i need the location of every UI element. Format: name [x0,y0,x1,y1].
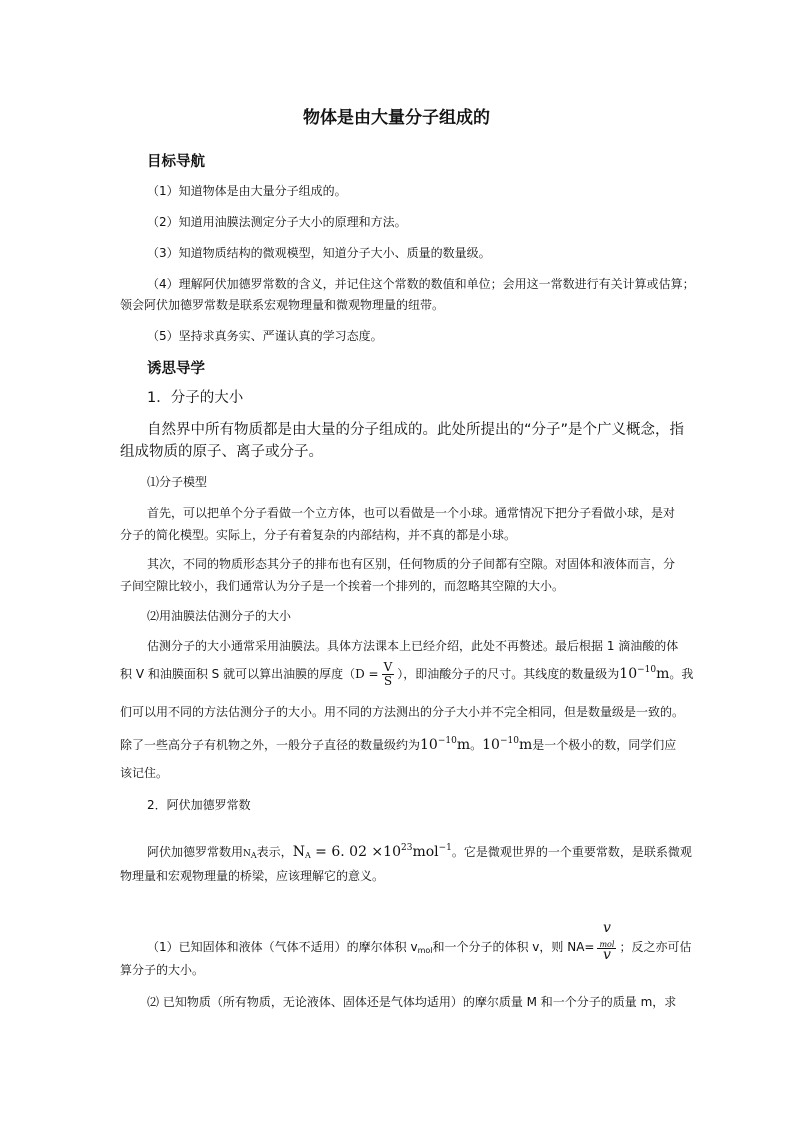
paragraph-intro-2: 组成物质的原子、离子或分子。 [120,444,323,460]
symbol-n: N [292,844,305,860]
item1-line2: 算分子的大小。 [120,963,205,977]
fraction-denominator: S [383,674,393,688]
oil-line2-text-b: ），即油酸分子的尺寸。其线度的数量级为 [397,667,620,681]
page-title: 物体是由大量分子组成的 [303,108,490,128]
unit-meter: m [656,666,670,682]
item1-text-a: （1）已知固体和液体（气体不适用）的摩尔体积 v [147,940,418,954]
power-exponent: −10 [637,665,657,675]
avogadro-line2: 物理量和宏观物理量的桥梁，应该理解它的意义。 [120,869,385,883]
unit-meter: m [456,737,471,753]
section-heading-goals: 目标导航 [147,154,205,170]
avogadro-line1-text-b: 表示， [256,845,293,859]
power-exponent: −10 [499,736,519,746]
avogadro-value: = 6. 02 ×10 [315,844,401,860]
avogadro-symbol-inline [243,849,257,859]
order-of-magnitude-2 [420,737,470,753]
avogadro-formula [293,844,452,860]
item1-line1 [147,922,691,962]
avogadro-exponent: 23 [400,843,413,853]
model-para2-line2: 子间空隙比较小，我们通常认为分子是一个挨着一个排列的，而忽略其空隙的大小。 [120,579,565,593]
model-para1-line2: 分子的简化模型。实际上，分子有着复杂的内部结构，并不真的都是小球。 [120,528,517,542]
model-para2-line1: 其次，不同的物质形态其分子的排布也有区别，任何物质的分子间都有空隙。对固体和液体而言，分 [147,557,676,571]
oil-line4 [120,737,676,753]
subheading-molecule-size: 1．分子的大小 [147,390,244,406]
oil-line4-text-c: 是一个极小的数，同学们应 [532,738,677,752]
goal-item-4-cont: 领会阿伏加德罗常数是联系宏观物理量和微观物理量的纽带。 [120,298,445,312]
subheading-oil-film: ⑵用油膜法估测分子的大小 [147,609,292,623]
symbol-sub-a: A [304,851,311,860]
avogadro-line1-text-a: 阿伏加德罗常数用 [147,845,244,859]
oil-line5: 该记住。 [120,766,169,780]
avogadro-line1-text-c: 。它是微观世界的一个重要常数，是联系微观 [451,845,692,859]
power-base: 10 [482,737,500,753]
oil-line2-text-c: 。我 [669,667,694,681]
avogadro-unit: mol [412,844,439,860]
na-fraction [597,922,616,962]
goal-item-1: （1）知道物体是由大量分子组成的。 [147,184,347,198]
item2-line1: ⑵ 已知物质（所有物质，无论液体、固体还是气体均适用）的摩尔质量 M 和一个分子的质量 m，求 [147,995,677,1009]
subheading-model: ⑴分子模型 [147,475,208,489]
thickness-fraction [382,661,395,688]
item1-text-c: ；反之亦可估 [619,940,692,954]
symbol-n: N [243,849,251,859]
na-numerator-v: v [602,920,611,936]
oil-line1: 估测分子的大小通常采用油膜法。具体方法课本上已经介绍，此处不再赘述。最后根据 1 滴油酸的体 [147,639,679,653]
goal-item-4: （4）理解阿伏加德罗常数的含义，并记住这个常数的数值和单位；会用这一常数进行有关计算或估算； [147,277,695,291]
oil-line3: 们可以用不同的方法估测分子的大小。用不同的方法测出的分子大小并不完全相同，但是数量级是一致的。 [120,705,685,719]
oil-line2-text-a: 积 V 和油膜面积 S 就可以算出油膜的厚度（ [120,667,356,681]
avogadro-line1 [147,844,692,862]
fraction-numerator: V [383,660,393,674]
unit-meter: m [518,737,533,753]
oil-line4-text-b: 。 [470,738,483,752]
order-of-magnitude-3 [482,737,532,753]
order-of-magnitude-1 [619,666,669,682]
na-denominator: v [602,947,611,963]
model-para1-line1: 首先，可以把单个分子看做一个立方体，也可以看做是一个小球。通常情况下把分子看做小球，是对 [147,506,676,520]
goal-item-3: （3）知道物质结构的微观模型，知道分子大小、质量的数量级。 [147,246,491,260]
paragraph-intro-1: 自然界中所有物质都是由大量的分子组成的。此处所提出的“分子”是个广义概念，指 [147,422,685,438]
section-heading-guide: 诱思导学 [147,361,205,377]
oil-line4-text-a: 除了一些高分子有机物之外，一般分子直径的数量级约为 [120,738,421,752]
item1-text-b: 和一个分子的体积 v，则 NA= [432,940,595,954]
symbol-sub-a: A [250,851,257,860]
goal-item-5: （5）坚持求真务实、严谨认真的学习态度。 [147,329,383,343]
power-base: 10 [420,737,438,753]
thickness-formula-lhs: D = [355,667,379,681]
power-exponent: −10 [437,736,457,746]
avogadro-unit-exponent: −1 [438,843,452,853]
item1-mol-sub: mol [417,946,433,955]
power-base: 10 [619,666,638,682]
goal-item-2: （2）知道用油膜法测定分子大小的原理和方法。 [147,215,407,229]
subheading-avogadro: 2．阿伏加德罗常数 [147,798,251,812]
na-numerator [597,922,616,949]
na-numerator-sub: mol [599,940,615,949]
oil-line2 [120,661,693,688]
